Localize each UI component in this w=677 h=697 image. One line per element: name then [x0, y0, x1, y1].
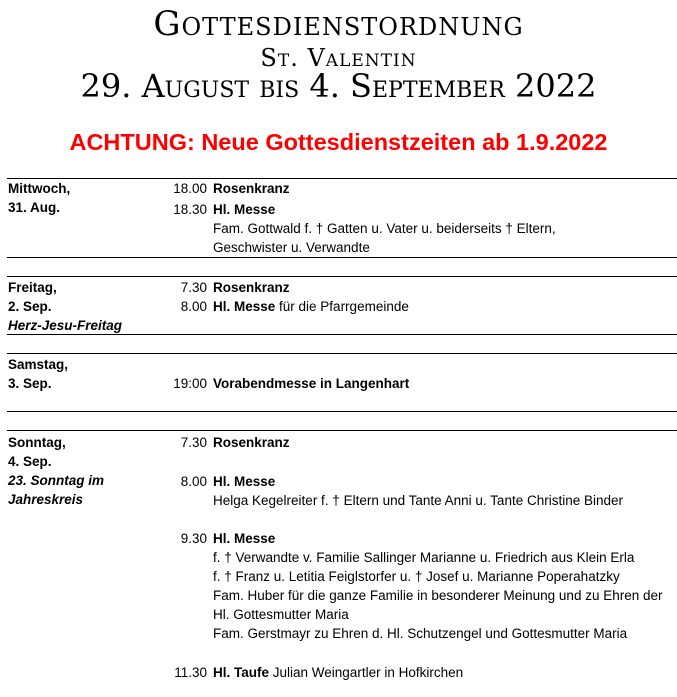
- divider: [7, 430, 677, 431]
- feast-label: 23. Sonntag im: [8, 473, 105, 488]
- mass-intention: Helga Kegelreiter f. † Eltern und Tante Anni u. Tante Christine Binder: [213, 493, 624, 508]
- weekday-label: Sonntag,: [8, 435, 66, 450]
- day-block-wednesday: [8, 179, 70, 217]
- day-block-friday: [8, 278, 122, 335]
- notice-banner: ACHTUNG: Neue Gottesdienstzeiten ab 1.9.2022: [69, 129, 608, 155]
- mass-intention: Fam. Huber für die ganze Familie in besonderer Meinung und zu Ehren der: [213, 588, 663, 603]
- event-title: Hl. Messe: [213, 474, 276, 489]
- divider: [7, 178, 677, 179]
- event-title: Vorabendmesse in Langenhart: [213, 376, 410, 391]
- event-title: Hl. Taufe Julian Weingartler in Hofkirchen: [213, 665, 464, 680]
- feast-label: Herz-Jesu-Freitag: [8, 318, 123, 333]
- feast-label: Jahreskreis: [8, 492, 84, 507]
- event-time: 8.00: [180, 299, 207, 314]
- date-label: 31. Aug.: [8, 200, 61, 215]
- event-time: 11.30: [174, 665, 207, 680]
- event-time: 7.30: [180, 280, 207, 295]
- event-title: Rosenkranz: [213, 181, 290, 196]
- mass-intention: Fam. Gerstmayr zu Ehren d. Hl. Schutzengel und Gottesmutter Maria: [213, 626, 628, 641]
- event-title: Rosenkranz: [213, 280, 290, 295]
- parish-name: St. Valentin: [260, 44, 417, 72]
- event-time: 19:00: [173, 376, 207, 391]
- event-time: 9.30: [180, 531, 207, 546]
- weekday-label: Freitag,: [8, 280, 57, 295]
- event-time: 18.30: [173, 202, 207, 217]
- divider: [7, 334, 677, 335]
- divider: [7, 411, 677, 412]
- event-time: 7.30: [180, 435, 207, 450]
- event-title: Hl. Messe: [213, 531, 276, 546]
- mass-intention: Geschwister u. Verwandte: [213, 240, 370, 255]
- divider: [7, 257, 677, 258]
- divider: [7, 353, 677, 354]
- event-time: 8.00: [180, 474, 207, 489]
- weekday-label: Mittwoch,: [8, 181, 71, 196]
- page-title: Gottesdienstordnung: [153, 4, 524, 44]
- mass-intention: f. † Franz u. Letitia Feiglstorfer u. † Josef u. Marianne Poperahatzky: [213, 569, 620, 584]
- divider: [7, 276, 677, 277]
- date-label: 3. Sep.: [8, 376, 52, 391]
- mass-intention: Fam. Gottwald f. † Gatten u. Vater u. beiderseits † Eltern,: [213, 221, 556, 236]
- event-title: Hl. Messe: [213, 202, 276, 217]
- mass-intention: f. † Verwandte v. Familie Sallinger Marianne u. Friedrich aus Klein Erla: [213, 550, 635, 565]
- event-title: Hl. Messe für die Pfarrgemeinde: [213, 299, 409, 314]
- weekday-label: Samstag,: [8, 357, 69, 372]
- mass-intention: Hl. Gottesmutter Maria: [213, 607, 349, 622]
- day-block-saturday: [8, 355, 68, 393]
- date-label: 2. Sep.: [8, 299, 52, 314]
- day-block-sunday: [8, 433, 104, 509]
- date-label: 4. Sep.: [8, 454, 52, 469]
- date-range: 29. August bis 4. September 2022: [80, 67, 597, 105]
- event-title: Rosenkranz: [213, 435, 290, 450]
- event-time: 18.00: [173, 181, 207, 196]
